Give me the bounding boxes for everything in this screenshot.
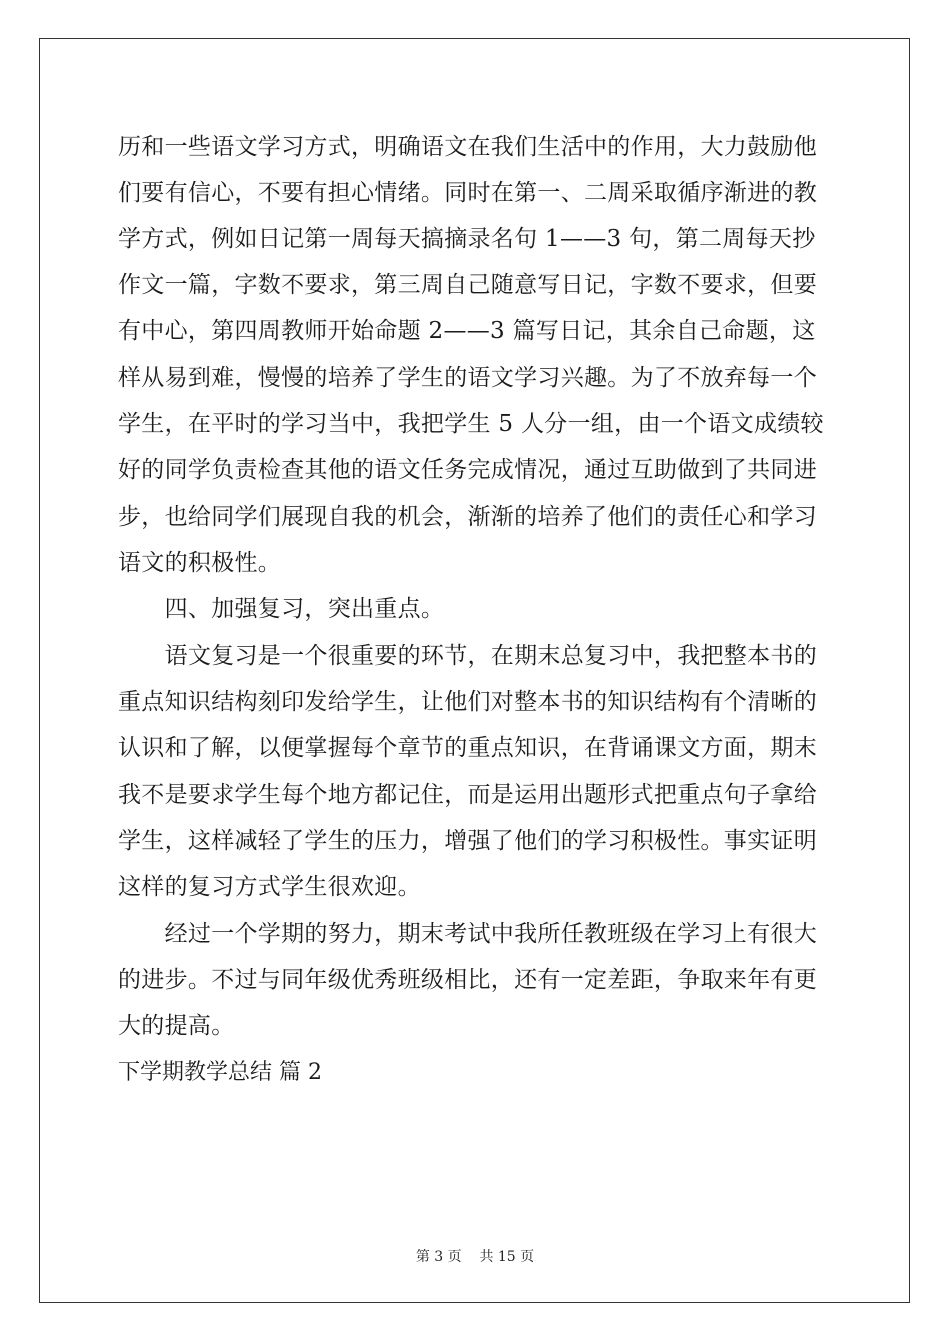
page-number: 第 3 页 (415, 1249, 462, 1265)
text-line: 大的提高。 (118, 1013, 235, 1039)
text-line: 这样的复习方式学生很欢迎。 (118, 874, 421, 900)
text-line: 们要有信心，不要有担心情绪。同时在第一、二周采取循序渐进的教 (118, 180, 817, 206)
text-line: 学方式，例如日记第一周每天搞摘录名句 1——3 句，第二周每天抄 (118, 226, 816, 252)
text-line: 语文复习是一个很重要的环节，在期末总复习中，我把整本书的 (118, 643, 817, 669)
text-line: 学生，这样减轻了学生的压力，增强了他们的学习积极性。事实证明 (118, 828, 817, 854)
text-line: 步，也给同学们展现自我的机会，渐渐的培养了他们的责任心和学习 (118, 504, 817, 530)
total-pages: 共 15 页 (479, 1249, 535, 1265)
text-line: 好的同学负责检查其他的语文任务完成情况，通过互助做到了共同进 (118, 457, 817, 483)
section-subheading: 四、加强复习，突出重点。 (118, 596, 445, 622)
text-line: 我不是要求学生每个地方都记住，而是运用出题形式把重点句子拿给 (118, 782, 817, 808)
text-line: 有中心，第四周教师开始命题 2——3 篇写日记，其余自己命题，这 (118, 318, 816, 344)
text-line: 语文的积极性。 (118, 550, 282, 576)
section-heading: 下学期教学总结 篇 2 (118, 1060, 322, 1085)
text-line: 作文一篇，字数不要求，第三周自己随意写日记，字数不要求，但要 (118, 272, 817, 298)
text-line: 样从易到难，慢慢的培养了学生的语文学习兴趣。为了不放弃每一个 (118, 365, 817, 391)
text-line: 的进步。不过与同年级优秀班级相比，还有一定差距，争取来年有更 (118, 967, 817, 993)
text-line: 重点知识结构刻印发给学生，让他们对整本书的知识结构有个清晰的 (118, 689, 817, 715)
footer-spacer (462, 1249, 480, 1265)
text-line: 认识和了解，以便掌握每个章节的重点知识，在背诵课文方面，期末 (118, 735, 817, 761)
text-line: 学生，在平时的学习当中，我把学生 5 人分一组，由一个语文成绩较 (118, 411, 824, 437)
text-line: 历和一些语文学习方式，明确语文在我们生活中的作用，大力鼓励他 (118, 134, 817, 160)
text-line: 经过一个学期的努力，期末考试中我所任教班级在学习上有很大 (118, 921, 817, 947)
page-footer (0, 1246, 950, 1266)
